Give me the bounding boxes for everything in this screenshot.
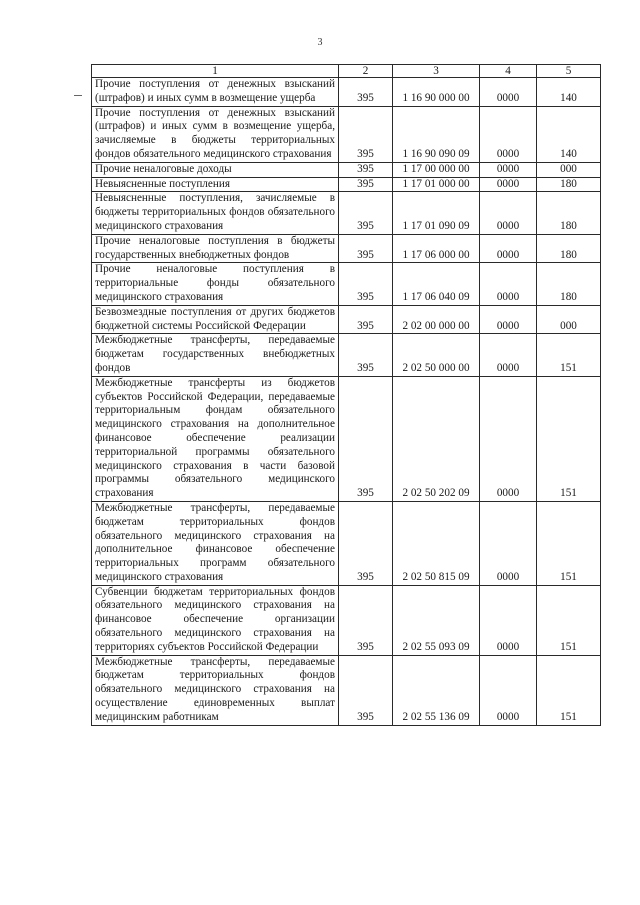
row-program-code: 0000 <box>480 655 537 725</box>
row-admin-code: 395 <box>339 501 393 585</box>
row-admin-code: 395 <box>339 305 393 334</box>
row-name: Межбюджетные трансферты, передаваемые бюджетам государственных внебюджетных фондов <box>92 334 339 376</box>
row-subtype-code: 000 <box>537 162 601 177</box>
row-admin-code: 395 <box>339 177 393 192</box>
row-program-code: 0000 <box>480 162 537 177</box>
row-admin-code: 395 <box>339 263 393 305</box>
row-name: Прочие неналоговые поступления в бюджеты государственных внебюджетных фондов <box>92 234 339 263</box>
row-revenue-code: 1 16 90 090 09 <box>393 106 480 162</box>
table-row <box>92 78 601 107</box>
row-revenue-code: 2 02 00 000 00 <box>393 305 480 334</box>
row-admin-code: 395 <box>339 234 393 263</box>
row-admin-code: 395 <box>339 78 393 107</box>
table-row <box>92 234 601 263</box>
column-header-1: 1 <box>92 65 339 78</box>
row-revenue-code: 1 17 06 040 09 <box>393 263 480 305</box>
row-subtype-code: 151 <box>537 334 601 376</box>
row-program-code: 0000 <box>480 177 537 192</box>
budget-classification-table <box>91 64 601 726</box>
row-subtype-code: 180 <box>537 263 601 305</box>
row-revenue-code: 2 02 50 000 00 <box>393 334 480 376</box>
row-name: Межбюджетные трансферты, передаваемые бюджетам территориальных фондов обязательного медицинского страхования на осуществление единовременных выплат медицинским работникам <box>92 655 339 725</box>
row-name: Безвозмездные поступления от других бюджетов бюджетной системы Российской Федерации <box>92 305 339 334</box>
table-row <box>92 106 601 162</box>
row-name: Прочие поступления от денежных взысканий (штрафов) и иных сумм в возмещение ущерба <box>92 78 339 107</box>
row-program-code: 0000 <box>480 263 537 305</box>
row-revenue-code: 2 02 55 093 09 <box>393 585 480 655</box>
row-admin-code: 395 <box>339 334 393 376</box>
row-name: Прочие неналоговые доходы <box>92 162 339 177</box>
row-name: Межбюджетные трансферты, передаваемые бюджетам территориальных фондов обязательного медицинского страхования на дополнительное финансовое обеспечение территориальных программ обязательного медицинского страхования <box>92 501 339 585</box>
row-name: Невыясненные поступления, зачисляемые в бюджеты территориальных фондов обязательного медицинского страхования <box>92 192 339 234</box>
row-subtype-code: 151 <box>537 376 601 501</box>
table-row <box>92 305 601 334</box>
header-row <box>92 65 601 78</box>
row-subtype-code: 151 <box>537 501 601 585</box>
row-admin-code: 395 <box>339 655 393 725</box>
row-name: Невыясненные поступления <box>92 177 339 192</box>
page-number: 3 <box>317 37 323 48</box>
column-header-2: 2 <box>339 65 393 78</box>
table-row <box>92 376 601 501</box>
row-subtype-code: 151 <box>537 655 601 725</box>
row-subtype-code: 000 <box>537 305 601 334</box>
row-name: Прочие неналоговые поступления в территориальные фонды обязательного медицинского страхования <box>92 263 339 305</box>
row-program-code: 0000 <box>480 501 537 585</box>
row-revenue-code: 1 16 90 000 00 <box>393 78 480 107</box>
row-subtype-code: 180 <box>537 177 601 192</box>
margin-mark <box>74 95 82 96</box>
row-admin-code: 395 <box>339 585 393 655</box>
row-revenue-code: 2 02 50 815 09 <box>393 501 480 585</box>
row-program-code: 0000 <box>480 585 537 655</box>
row-revenue-code: 1 17 01 090 09 <box>393 192 480 234</box>
row-subtype-code: 140 <box>537 78 601 107</box>
row-subtype-code: 140 <box>537 106 601 162</box>
row-name: Прочие поступления от денежных взысканий (штрафов) и иных сумм в возмещение ущерба, зачисляемые в бюджеты территориальных фондов обязательного медицинского страхования <box>92 106 339 162</box>
row-admin-code: 395 <box>339 192 393 234</box>
table-row <box>92 334 601 376</box>
table-row <box>92 263 601 305</box>
row-program-code: 0000 <box>480 192 537 234</box>
row-revenue-code: 2 02 50 202 09 <box>393 376 480 501</box>
row-program-code: 0000 <box>480 334 537 376</box>
row-subtype-code: 180 <box>537 192 601 234</box>
row-name: Субвенции бюджетам территориальных фондов обязательного медицинского страхования на финансовое обеспечение организации обязательного медицинского страхования на территориях субъектов Российской Федерации <box>92 585 339 655</box>
row-revenue-code: 1 17 01 000 00 <box>393 177 480 192</box>
row-admin-code: 395 <box>339 162 393 177</box>
table-row <box>92 177 601 192</box>
table-row <box>92 585 601 655</box>
column-header-5: 5 <box>537 65 601 78</box>
table-row <box>92 655 601 725</box>
table-row <box>92 192 601 234</box>
row-name: Межбюджетные трансферты из бюджетов субъектов Российской Федерации, передаваемые территориальным фондам обязательного медицинского страхования на дополнительное финансовое обеспечение реализации территориальной программы обязательного медицинского страхования в части базовой программы обязательного медицинского страхования <box>92 376 339 501</box>
row-subtype-code: 151 <box>537 585 601 655</box>
row-admin-code: 395 <box>339 376 393 501</box>
row-revenue-code: 2 02 55 136 09 <box>393 655 480 725</box>
column-header-4: 4 <box>480 65 537 78</box>
row-program-code: 0000 <box>480 78 537 107</box>
row-subtype-code: 180 <box>537 234 601 263</box>
row-program-code: 0000 <box>480 305 537 334</box>
row-revenue-code: 1 17 00 000 00 <box>393 162 480 177</box>
row-program-code: 0000 <box>480 376 537 501</box>
row-program-code: 0000 <box>480 106 537 162</box>
table-row <box>92 162 601 177</box>
row-program-code: 0000 <box>480 234 537 263</box>
column-header-3: 3 <box>393 65 480 78</box>
table-row <box>92 501 601 585</box>
row-admin-code: 395 <box>339 106 393 162</box>
row-revenue-code: 1 17 06 000 00 <box>393 234 480 263</box>
